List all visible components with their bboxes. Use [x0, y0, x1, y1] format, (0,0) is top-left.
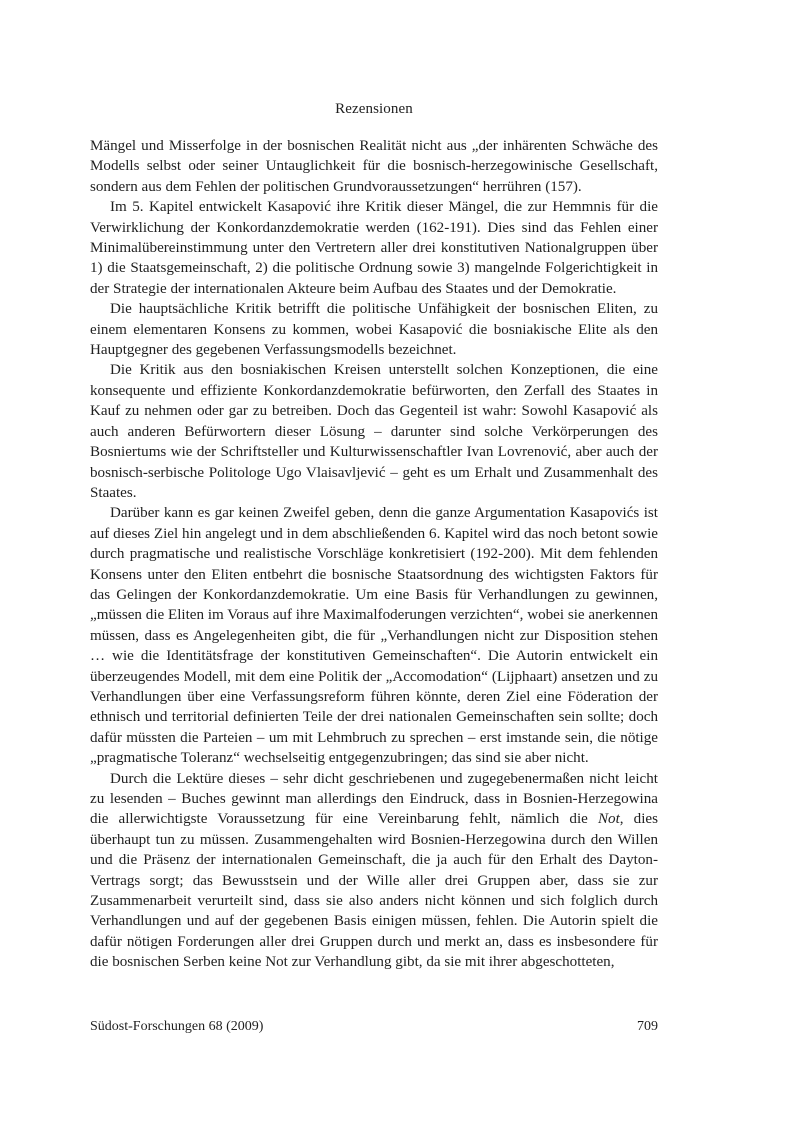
paragraph-2: Im 5. Kapitel entwickelt Kasapović ihre Kritik dieser Mängel, die zur Hemmnis für die Verwirklichung der Konkordanzdemokratie werden (162-191). Dies sind das Fehlen einer Minimalübereinstimmung unter den Vertretern aller drei konstitutiven Nationalgruppen über 1) die Staatsgemeinschaft, 2) die politische Ordnung sowie 3) mangelnde Folgerichtigkeit in der Strategie der internationalen Akteure beim Aufbau des Staates und der Demokratie. — [90, 199, 658, 297]
page-number: 709 — [637, 1019, 658, 1034]
paragraph-3: Die hauptsächliche Kritik betrifft die politische Unfähigkeit der bosnischen Eliten, zu einem elementaren Konsens zu kommen, wobei Kasapović die bosniakische Elite als den Hauptgegner des gegebenen Verfassungsmodells bezeichnet. — [90, 301, 658, 359]
paragraph-6-part-1: Durch die Lektüre dieses – sehr dicht geschriebenen und zugegebenermaßen nicht leicht zu lesenden – Buches gewinnt man allerdings den Eindruck, dass in Bosnien-Herzegowina die allerwichtigste Voraussetzung für eine Vereinbarung fehlt, nämlich die — [90, 770, 658, 828]
paragraph-6 — [90, 769, 658, 973]
paragraph-4: Die Kritik aus den bosniakischen Kreisen unterstellt solchen Konzeptionen, die eine konsequente und effiziente Konkordanzdemokratie befürworten, den Zerfall des Staates in Kauf zu nehmen oder gar zu betreiben. Doch das Gegenteil ist wahr: Sowohl Kasapović als auch anderen Befürwortern dieser Lösung – darunter sind solche Verkörperungen des Bosniertums wie der Schriftsteller und Kulturwissenschaftler Ivan Lovrenović, aber auch der bosnisch-serbische Politologe Ugo Vlaisavljević – geht es um Erhalt und Zusammenhalt des Staates. — [90, 362, 658, 501]
paragraph-1: Mängel und Misserfolge in der bosnischen Realität nicht aus „der inhärenten Schwäche des Modells selbst oder seiner Untauglichkeit für die bosnisch-herzegowinische Gesellschaft, sondern aus dem Fehlen der politischen Grundvoraussetzungen“ herrühren (157). — [90, 138, 658, 195]
review-body — [90, 136, 658, 973]
running-head: Rezensionen — [335, 101, 413, 117]
paragraph-6-emphasis: Not — [597, 811, 620, 828]
paragraph-5: Darüber kann es gar keinen Zweifel geben, denn die ganze Argumentation Kasapovićs ist auf dieses Ziel hin angelegt und in dem abschließenden 6. Kapitel wird das noch betont sowie durch pragmatische und realistische Vorschläge konkretisiert (192-200). Mit dem fehlenden Konsens unter den Eliten entbehrt die bosnische Staatsordnung des wichtigsten Faktors für das Gelingen der Konkordanzdemokratie. Um eine Basis für Verhandlungen zu gewinnen, „müssen die Eliten im Voraus auf ihre Maximalfoderungen verzichten“, wobei sie anerkennen müssen, dass es Angelegenheiten gibt, die für „Verhandlungen nicht zur Disposition stehen … wie die Identitätsfrage der konstitutiven Gemeinschaften“. Die Autorin entwickelt ein überzeugendes Modell, mit dem eine Politik der „Accomodation“ (Lijphaart) ansetzen und zu Verhandlungen über eine Verfassungsreform führen könnte, deren Ziel eine Föderation der ethnisch und territorial definierten Teile der drei nationalen Gemeinschaften sein sollte; doch dafür müssten die Parteien – um mit Lehmbruch zu sprechen – erst imstande sein, die nötige „pragmatische Toleranz“ wechselseitig entgegenzubringen; das sind sie aber nicht. — [90, 505, 658, 767]
paragraph-6-part-2: , dies überhaupt tun zu müssen. Zusammengehalten wird Bosnien-Herzegowina durch den Willen und die Präsenz der internationalen Gemeinschaft, die ja auch für den Erhalt des Dayton-Vertrags sorgt; das Bewusstsein und der Wille aller drei Gruppen aber, dass sie zur Zusammenarbeit verurteilt sind, dass sie also anders nicht können und sich folglich durch Verhandlungen und auf der gegebenen Basis einigen müssen, fehlen. Die Autorin spielt die dafür nötigen Forderungen aller drei Gruppen durch und merkt an, dass es insbesondere für die bosnischen Serben keine Not zur Verhandlung gibt, da sie mit ihrer abgeschotteten, — [90, 811, 658, 971]
journal-citation: Südost-Forschungen 68 (2009) — [90, 1019, 264, 1034]
